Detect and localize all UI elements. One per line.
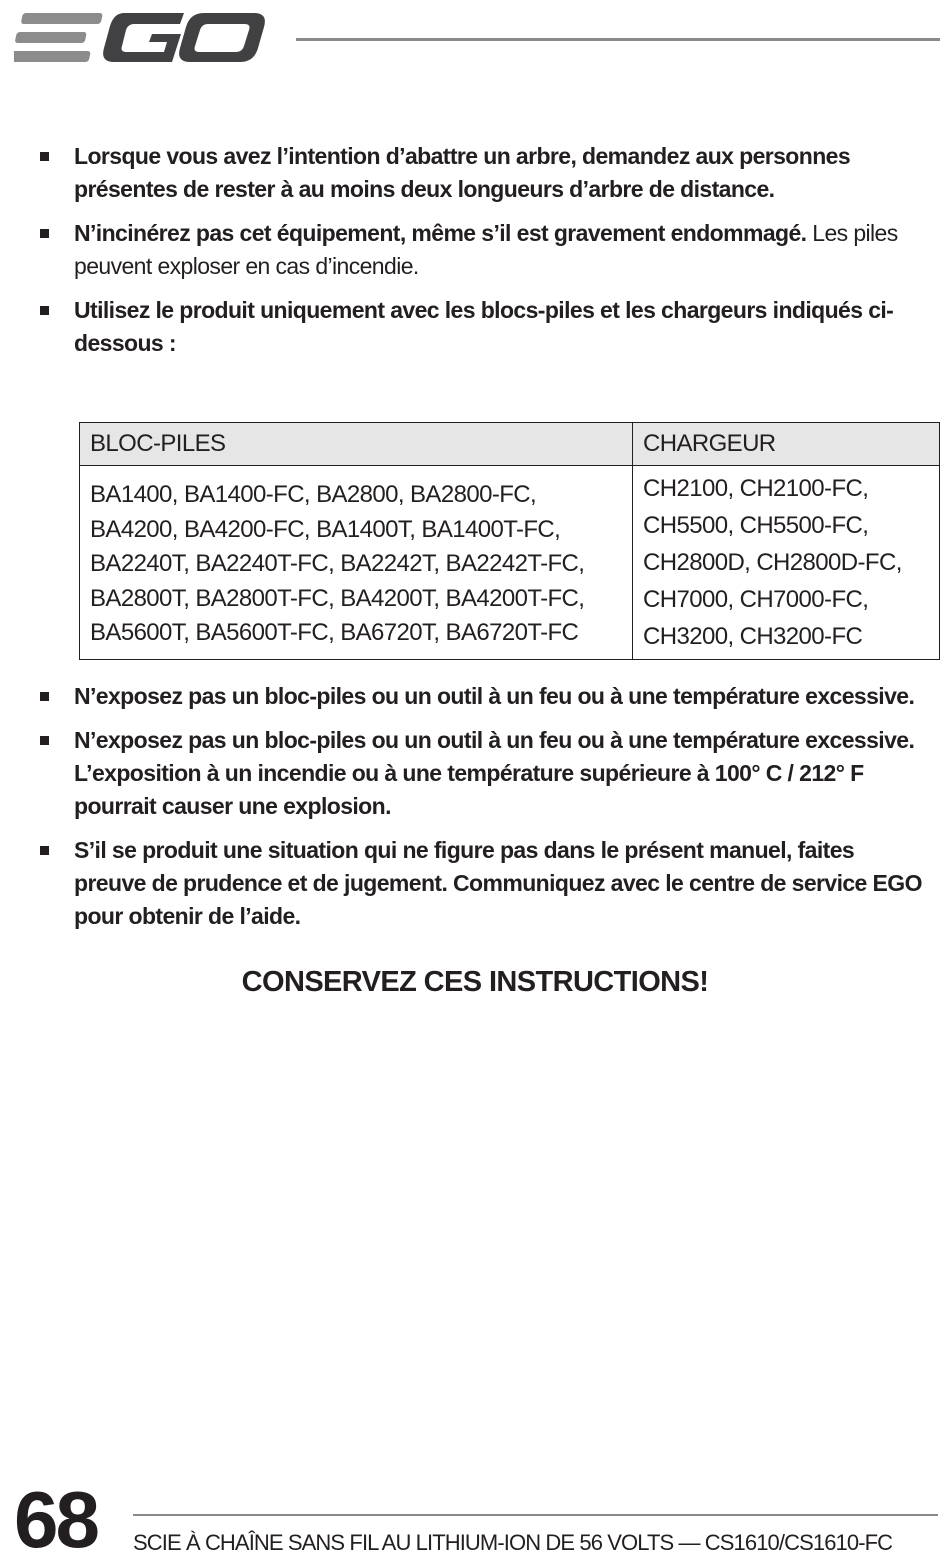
bullet-bold-text: Utilisez le produit uniquement avec les blocs-piles et les chargeurs indiqués ci-dessous : (74, 297, 894, 356)
bullet-regular-text: Les piles peuvent exploser en cas d’incendie. (74, 220, 898, 279)
table-header-row (80, 423, 940, 466)
ego-logo (14, 8, 270, 68)
bullet-square-icon (40, 846, 49, 855)
footer-rule (133, 1514, 938, 1516)
bullet-item (38, 140, 928, 206)
bullet-bold-text: N’exposez pas un bloc-piles ou un outil à un feu ou à une température excessive. (74, 683, 915, 709)
bullet-bold-text: S’il se produit une situation qui ne figure pas dans le présent manuel, faites preuve de prudence et de jugement. Communiquez avec le centre de service EGO pour obtenir de l’aide. (74, 837, 922, 929)
battery-models-line: BA4200, BA4200-FC, BA1400T, BA1400T-FC, (90, 515, 561, 543)
charger-models-line: CH2100, CH2100-FC, (643, 475, 869, 502)
battery-models-cell (80, 466, 633, 660)
bullet-square-icon (40, 692, 49, 701)
battery-models-line: BA1400, BA1400-FC, BA2800, BA2800-FC, (90, 481, 537, 508)
bullet-item (38, 724, 928, 823)
bullet-square-icon (40, 736, 49, 745)
footer-product-line: SCIE À CHAÎNE SANS FIL AU LITHIUM-ION DE 56 VOLTS — CS1610/CS1610-FC (133, 1530, 893, 1555)
bullet-square-icon (40, 306, 49, 315)
bullet-square-icon (40, 152, 49, 161)
bullet-bold-text: N’exposez pas un bloc-piles ou un outil à un feu ou à une température excessive. L’exposition à un incendie ou à une température supérieure à 100° C / 212° F pourrait causer une explosion. (74, 727, 915, 819)
bullet-item (38, 680, 928, 713)
charger-models-cell (633, 466, 940, 660)
column-header-charger: CHARGEUR (633, 423, 940, 466)
bullet-square-icon (40, 229, 49, 238)
safety-bullet-list-bottom (38, 680, 928, 944)
table-row (80, 466, 940, 660)
column-header-battery: BLOC-PILES (80, 423, 633, 466)
bullet-item (38, 294, 928, 360)
bullet-bold-text: Lorsque vous avez l’intention d’abattre un arbre, demandez aux personnes présentes de rester à au moins deux longueurs d’arbre de distance. (74, 143, 851, 202)
charger-models-line: CH5500, CH5500-FC, (643, 512, 869, 539)
header-rule (296, 38, 940, 41)
bullet-item (38, 217, 928, 283)
page-header (14, 8, 940, 72)
battery-models-line: BA5600T, BA5600T-FC, BA6720T, BA6720T-FC (90, 619, 579, 646)
save-instructions-heading: CONSERVEZ CES INSTRUCTIONS! (241, 966, 709, 998)
page-number: 68 (14, 1475, 97, 1564)
compatibility-table (79, 422, 940, 660)
charger-models-line: CH2800D, CH2800D-FC, (643, 549, 902, 576)
battery-models-line: BA2240T, BA2240T-FC, BA2242T, BA2242T-FC, (90, 550, 585, 577)
charger-models-line: CH7000, CH7000-FC, (643, 586, 869, 613)
bullet-bold-text: N’incinérez pas cet équipement, même s’il est gravement endommagé. (74, 220, 807, 246)
charger-models-line: CH3200, CH3200-FC (643, 623, 863, 650)
safety-bullet-list-top (38, 140, 928, 371)
bullet-item (38, 834, 928, 933)
battery-models-line: BA2800T, BA2800T-FC, BA4200T, BA4200T-FC, (90, 584, 585, 612)
